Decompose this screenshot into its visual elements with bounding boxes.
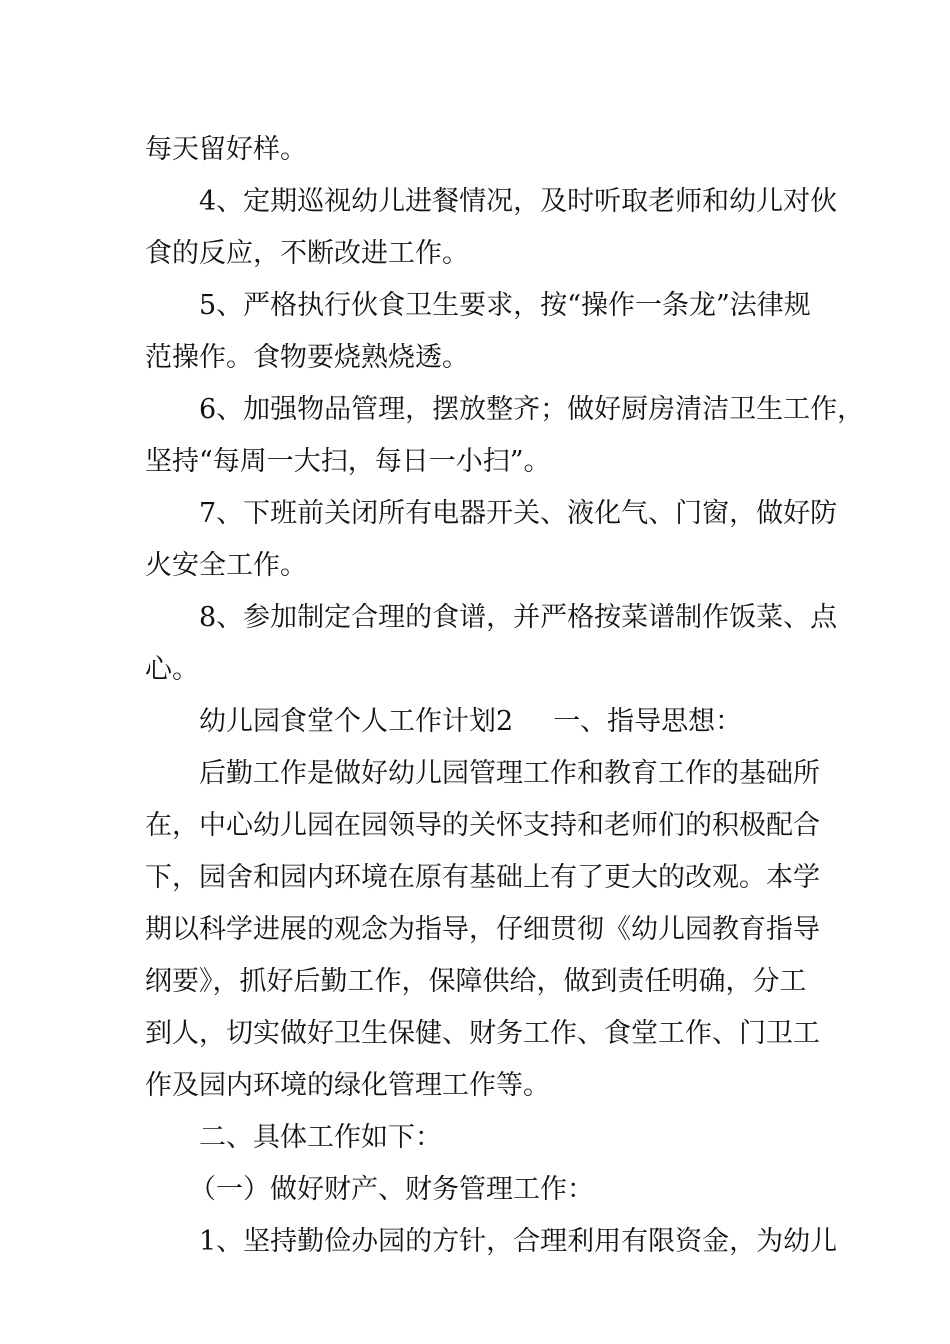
text-line: 到人，切实做好卫生保健、财务工作、食堂工作、门卫工 [145,1018,820,1049]
document-body [145,124,865,1268]
plan-title: 幼儿园食堂个人工作计划2 [199,706,514,737]
text-line: 心。 [145,654,199,685]
text-line: 在，中心幼儿园在园领导的关怀支持和老师们的积极配合 [145,810,820,841]
text-line: 5、严格执行伙食卫生要求，按“操作一条龙”法律规 [199,290,811,321]
section-heading: 二、具体工作如下： [199,1122,442,1153]
text-line: 7、下班前关闭所有电器开关、液化气、门窗，做好防 [199,498,838,529]
text-line: 6、加强物品管理，摆放整齐；做好厨房清洁卫生工作， [199,394,865,425]
text-line: 4、定期巡视幼儿进餐情况，及时听取老师和幼儿对伙 [199,186,838,217]
text-line: 食的反应，不断改进工作。 [145,238,469,269]
text-line: 1、坚持勤俭办园的方针，合理利用有限资金，为幼儿 [199,1226,838,1257]
section-heading: 一、指导思想： [553,706,743,737]
text-line: 期以科学进展的观念为指导，仔细贯彻《幼儿园教育指导 [145,914,820,945]
text-line: 8、参加制定合理的食谱，并严格按菜谱制作饭菜、点 [199,602,838,633]
text-line: 下，园舍和园内环境在原有基础上有了更大的改观。本学 [145,862,820,893]
text-line: 作及园内环境的绿化管理工作等。 [145,1070,550,1101]
subsection-heading: （一）做好财产、财务管理工作： [189,1174,594,1205]
text-line: 范操作。食物要烧熟烧透。 [145,342,469,373]
text-line: 火安全工作。 [145,550,307,581]
text-line: 后勤工作是做好幼儿园管理工作和教育工作的基础所 [199,758,820,789]
text-line: 坚持“每周一大扫，每日一小扫”。 [145,446,551,477]
text-line: 每天留好样。 [145,134,307,165]
section-title-line [145,696,810,748]
text-line: 纲要》，抓好后勤工作，保障供给，做到责任明确，分工 [145,966,807,997]
